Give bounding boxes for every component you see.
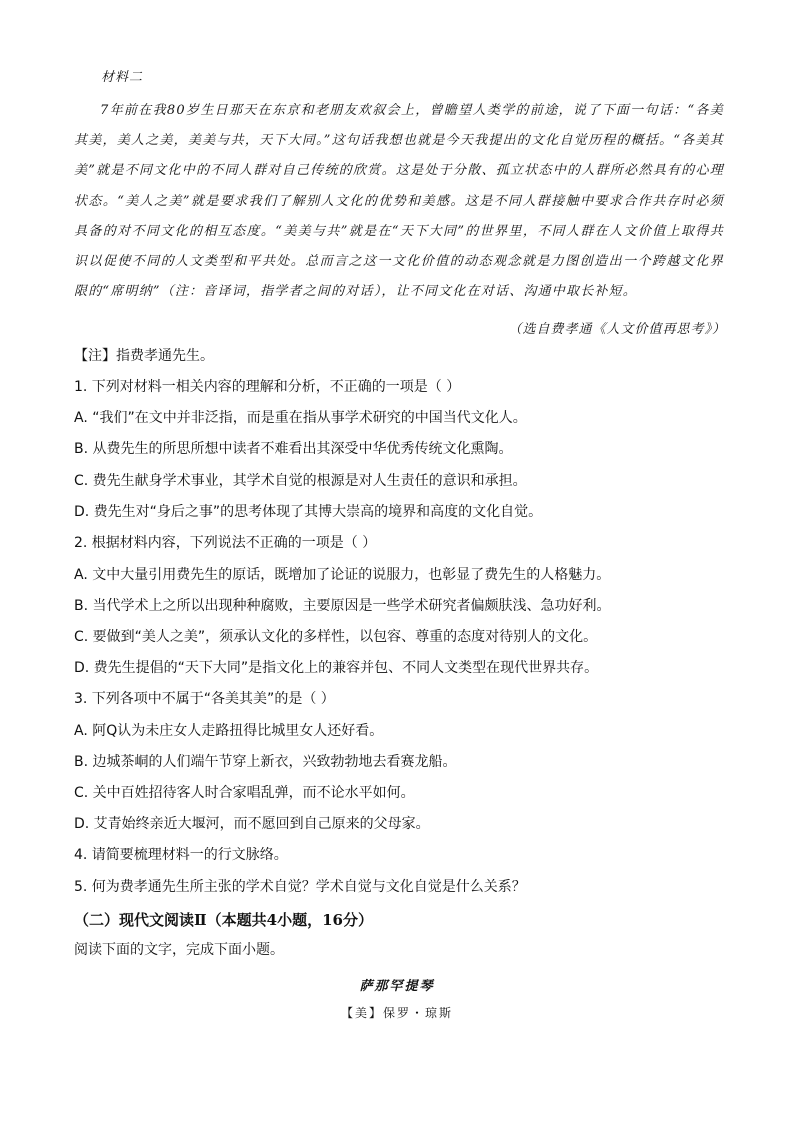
question-1-option-b: B. 从费先生的所思所想中读者不难看出其深受中华优秀传统文化熏陶。 bbox=[74, 441, 513, 457]
question-3-option-d: D. 艾青始终亲近大堰河，而不愿回到自己原来的父母家。 bbox=[74, 816, 430, 832]
story-author: 【美】保罗・琼斯 bbox=[340, 1006, 453, 1020]
note: 【注】指费孝通先生。 bbox=[74, 348, 214, 364]
question-2-stem: 2. 根据材料内容，下列说法不正确的一项是（ ） bbox=[74, 535, 377, 551]
question-3-stem: 3. 下列各项中不属于“各美其美”的是（ ） bbox=[74, 691, 335, 707]
question-2-option-b: B. 当代学术上之所以出现种种腐败，主要原因是一些学术研究者偏颇肤浅、急功好利。 bbox=[74, 598, 611, 614]
question-2-option-d: D. 费先生提倡的“天下大同”是指文化上的兼容并包、不同人文类型在现代世界共存。 bbox=[74, 660, 599, 676]
question-3-option-b: B. 边城茶峒的人们端午节穿上新衣，兴致勃勃地去看赛龙船。 bbox=[74, 754, 457, 770]
question-2-option-a: A. 文中大量引用费先生的原话，既增加了论证的说服力，也彰显了费先生的人格魅力。 bbox=[74, 567, 611, 583]
story-title: 萨那罕提琴 bbox=[359, 979, 435, 994]
question-3-option-c: C. 关中百姓招待客人时合家唱乱弹，而不论水平如何。 bbox=[74, 785, 415, 801]
question-5-stem: 5. 何为费孝通先生所主张的学术自觉？学术自觉与文化自觉是什么关系？ bbox=[74, 879, 526, 895]
question-1-option-c: C. 费先生献身学术事业，其学术自觉的根源是对人生责任的意识和承担。 bbox=[74, 473, 527, 489]
material-body: 7年前在我80岁生日那天在东京和老朋友欢叙会上，曾瞻望人类学的前途，说了下面一句话：“各美其美，美人之美，美美与共，天下大同。”这句话我想也就是今天我提出的文化自觉历程的概括。“各美其美”就是不同文化中的不同人群对自己传统的欣赏。这是处于分散、孤立状态中的人群所必然具有的心理状态。“美人之美”就是要求我们了解别人文化的优势和美感。这是不同人群接触中要求合作共存时必须具备的对不同文化的相互态度。“美美与共”就是在“天下大同”的世界里，不同人群在人文价值上取得共识以促使不同的人文类型和平共处。总而言之这一文化价值的动态观念就是力图创造出一个跨越文化界限的“席明纳”（注：音译词，指学者之间的对话），让不同文化在对话、沟通中取长补短。 bbox=[74, 103, 724, 300]
question-1-stem: 1. 下列对材料一相关内容的理解和分析，不正确的一项是（ ） bbox=[74, 379, 461, 395]
question-3-option-a: A. 阿Q认为未庄女人走路扭得比城里女人还好看。 bbox=[74, 723, 384, 739]
question-1-option-a: A. “我们”在文中并非泛指，而是重在指从事学术研究的中国当代文化人。 bbox=[74, 410, 527, 426]
source-citation: （选自费孝通《人文价值再思考》） bbox=[508, 322, 726, 337]
section-heading: （二）现代文阅读Ⅱ（本题共4小题，16分） bbox=[74, 911, 373, 929]
material-heading: 材料二 bbox=[101, 70, 144, 85]
question-4-stem: 4. 请简要梳理材料一的行文脉络。 bbox=[74, 847, 288, 863]
section-instruction: 阅读下面的文字，完成下面小题。 bbox=[74, 942, 284, 958]
question-1-option-d: D. 费先生对“身后之事”的思考体现了其博大崇高的境界和高度的文化自觉。 bbox=[74, 504, 543, 520]
question-2-option-c: C. 要做到“美人之美”，须承认文化的多样性，以包容、尊重的态度对待别人的文化。 bbox=[74, 629, 598, 645]
